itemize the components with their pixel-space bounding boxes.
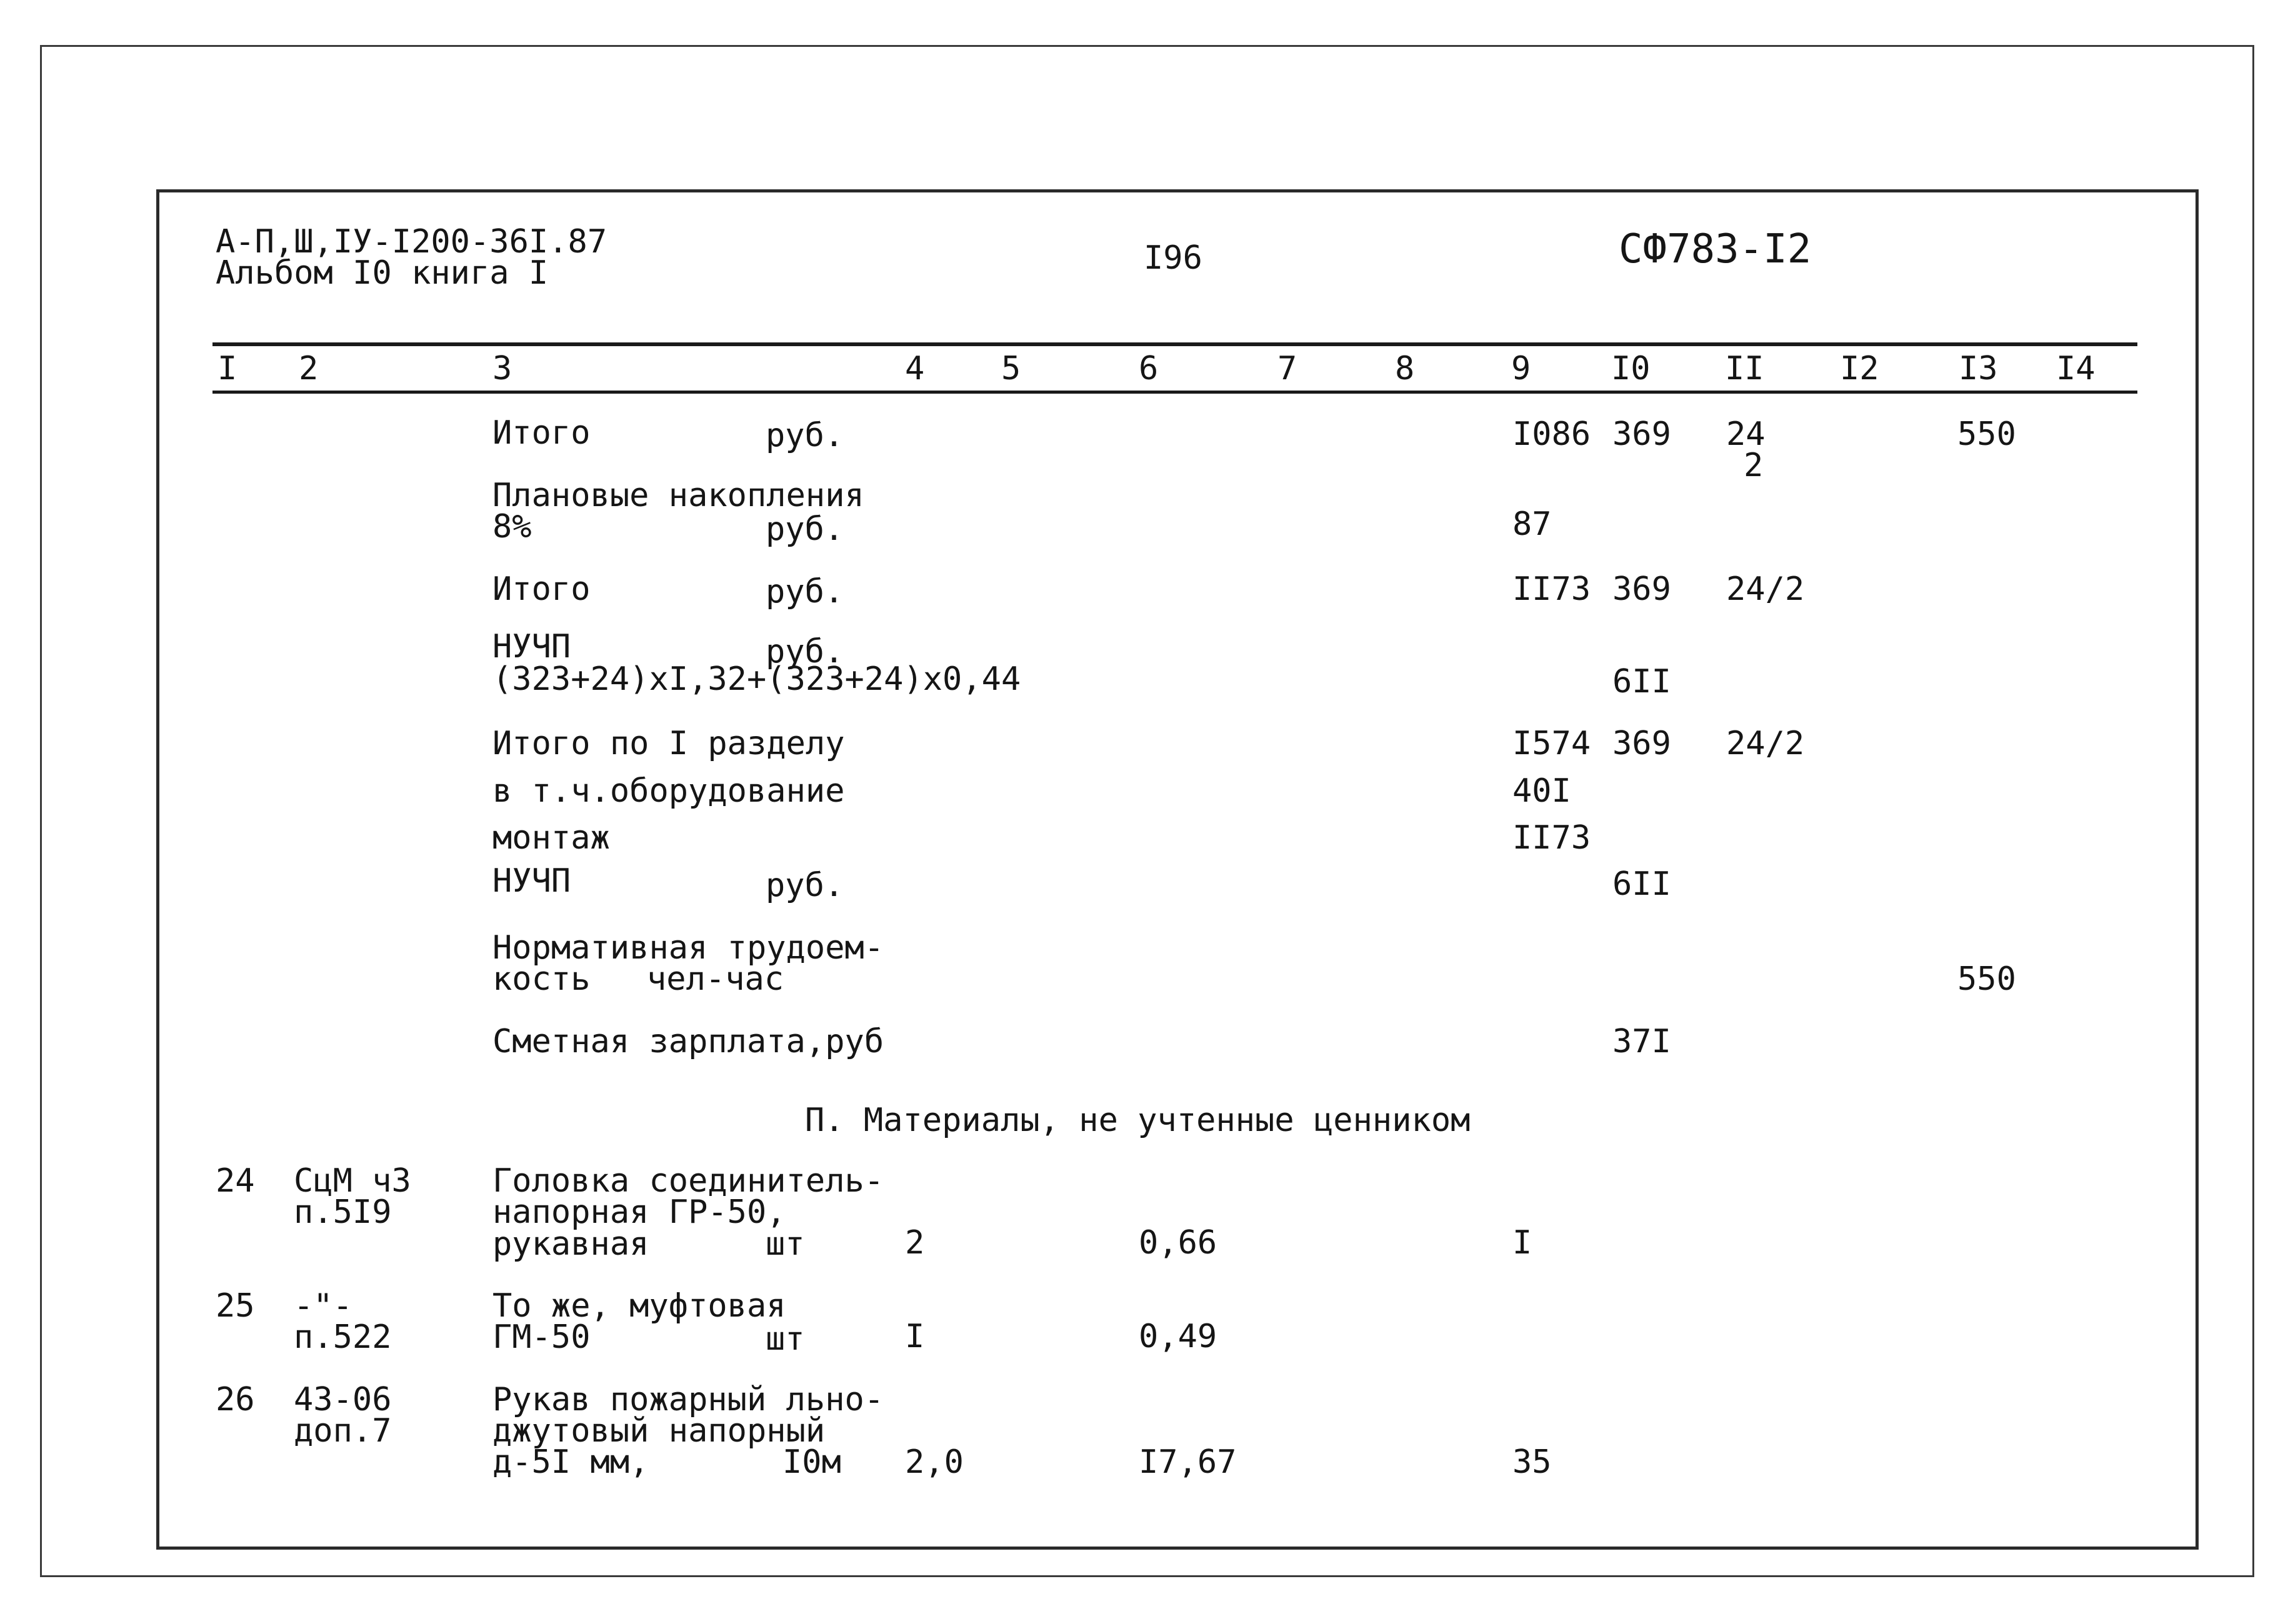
item-26-code1: 43-06 [294, 1381, 392, 1418]
row-itogo-razdel-label: Итого по I разделу [492, 725, 845, 762]
item-25-unit: шт [766, 1320, 805, 1358]
item-25-name2: ГМ-50 [492, 1318, 591, 1356]
row-plan-label: Плановые накопления [492, 477, 864, 514]
row-nuchp1-label: НУЧП [492, 628, 571, 665]
row-itogo1-col11-bottom: 2 [1744, 447, 1764, 484]
item-26-col9: 35 [1512, 1443, 1552, 1481]
row-itogo2-label: Итого [492, 570, 591, 608]
row-itogo1-label: Итого [492, 414, 591, 452]
row-oborud-col9: 40I [1512, 772, 1571, 810]
item-24-code2: п.5I9 [294, 1193, 392, 1231]
row-itogo-razdel-col11: 24/2 [1726, 725, 1805, 762]
row-plan-pct: 8% [492, 508, 532, 545]
row-itogo2-unit: руб. [766, 573, 844, 610]
header-rule-top [212, 342, 2137, 346]
row-montazh-label: монтаж [492, 819, 610, 857]
row-itogo2-col10: 369 [1612, 570, 1671, 608]
item-26-price: I7,67 [1139, 1443, 1237, 1481]
item-26-name2: джутовый напорный [492, 1412, 826, 1450]
row-itogo1-unit: руб. [766, 417, 844, 454]
item-26-qty: 2,0 [905, 1443, 964, 1481]
col-header-8: 8 [1395, 350, 1415, 387]
item-26-name3: д-5I мм, [492, 1443, 649, 1481]
col-header-10: I0 [1611, 350, 1651, 387]
item-24-name3: рукавная [492, 1225, 649, 1263]
row-nuchp2-unit: руб. [766, 867, 844, 904]
header-rule-bottom [212, 391, 2137, 394]
item-26-name1: Рукав пожарный льно- [492, 1381, 884, 1418]
item-24-name1: Головка соединитель- [492, 1162, 884, 1200]
col-header-11: II [1725, 350, 1764, 387]
col-header-5: 5 [1001, 350, 1021, 387]
item-25-price: 0,49 [1139, 1318, 1217, 1355]
item-25-code2: п.522 [294, 1318, 392, 1356]
row-trud-col13: 550 [1957, 960, 2016, 998]
item-24-code1: СцМ ч3 [294, 1162, 411, 1200]
sheet-code: СФ783-I2 [1619, 226, 1812, 272]
row-zarplata-col10: 37I [1612, 1023, 1671, 1060]
col-header-7: 7 [1277, 350, 1297, 387]
item-24-name2: напорная ГР-50, [492, 1193, 786, 1231]
row-zarplata-label: Сметная зарплата,руб [492, 1023, 884, 1060]
col-header-9: 9 [1511, 350, 1531, 387]
doc-code: А-П,Ш,IУ-I200-36I.87 [216, 223, 607, 261]
col-header-4: 4 [905, 350, 925, 387]
row-itogo1-col9: I086 [1512, 416, 1591, 453]
item-24-col9: I [1512, 1224, 1532, 1262]
row-nuchp1-col10: 6II [1612, 663, 1671, 700]
row-nuchp2-label: НУЧП [492, 862, 571, 900]
item-25-name1: То же, муфтовая [492, 1287, 786, 1325]
item-24-num: 24 [216, 1162, 255, 1200]
row-trud-label1: Нормативная трудоем- [492, 929, 884, 967]
col-header-14: I4 [2056, 350, 2096, 387]
item-24-unit: шт [766, 1225, 805, 1263]
section-2-title: П. Материалы, не учтенные ценником [805, 1102, 1471, 1139]
row-plan-unit: руб. [766, 511, 844, 548]
col-header-1: I [217, 350, 237, 387]
row-itogo-razdel-col10: 369 [1612, 725, 1671, 762]
item-25-qty: I [905, 1318, 925, 1355]
row-itogo1-col11-top: 24 [1726, 416, 1766, 453]
row-itogo1-col13: 550 [1957, 416, 2016, 453]
row-itogo2-col9: II73 [1512, 570, 1591, 608]
row-montazh-col9: II73 [1512, 819, 1591, 857]
row-plan-col9: 87 [1512, 506, 1552, 543]
item-25-code1: -"- [294, 1287, 352, 1325]
row-nuchp1-unit: руб. [766, 633, 844, 670]
row-trud-label2: кость [492, 960, 591, 998]
col-header-12: I2 [1840, 350, 1879, 387]
row-itogo1-col10: 369 [1612, 416, 1671, 453]
item-24-price: 0,66 [1139, 1224, 1217, 1262]
row-nuchp2-col10: 6II [1612, 865, 1671, 903]
col-header-6: 6 [1139, 350, 1159, 387]
col-header-3: 3 [492, 350, 512, 387]
col-header-13: I3 [1959, 350, 1998, 387]
row-trud-unit: чел-час [647, 960, 784, 998]
row-nuchp1-formula: (323+24)хI,32+(323+24)х0,44 [492, 660, 1021, 698]
album-title: Альбом I0 книга I [216, 254, 549, 292]
page-number: I96 [1144, 239, 1202, 277]
item-26-code2: доп.7 [294, 1412, 392, 1450]
row-itogo2-col11: 24/2 [1726, 570, 1805, 608]
col-header-2: 2 [299, 350, 319, 387]
row-itogo-razdel-col9: I574 [1512, 725, 1591, 762]
item-26-unit: I0м [782, 1443, 841, 1481]
row-oborud-label: в т.ч.оборудование [492, 772, 845, 810]
item-24-qty: 2 [905, 1224, 925, 1262]
item-26-num: 26 [216, 1381, 255, 1418]
item-25-num: 25 [216, 1287, 255, 1325]
